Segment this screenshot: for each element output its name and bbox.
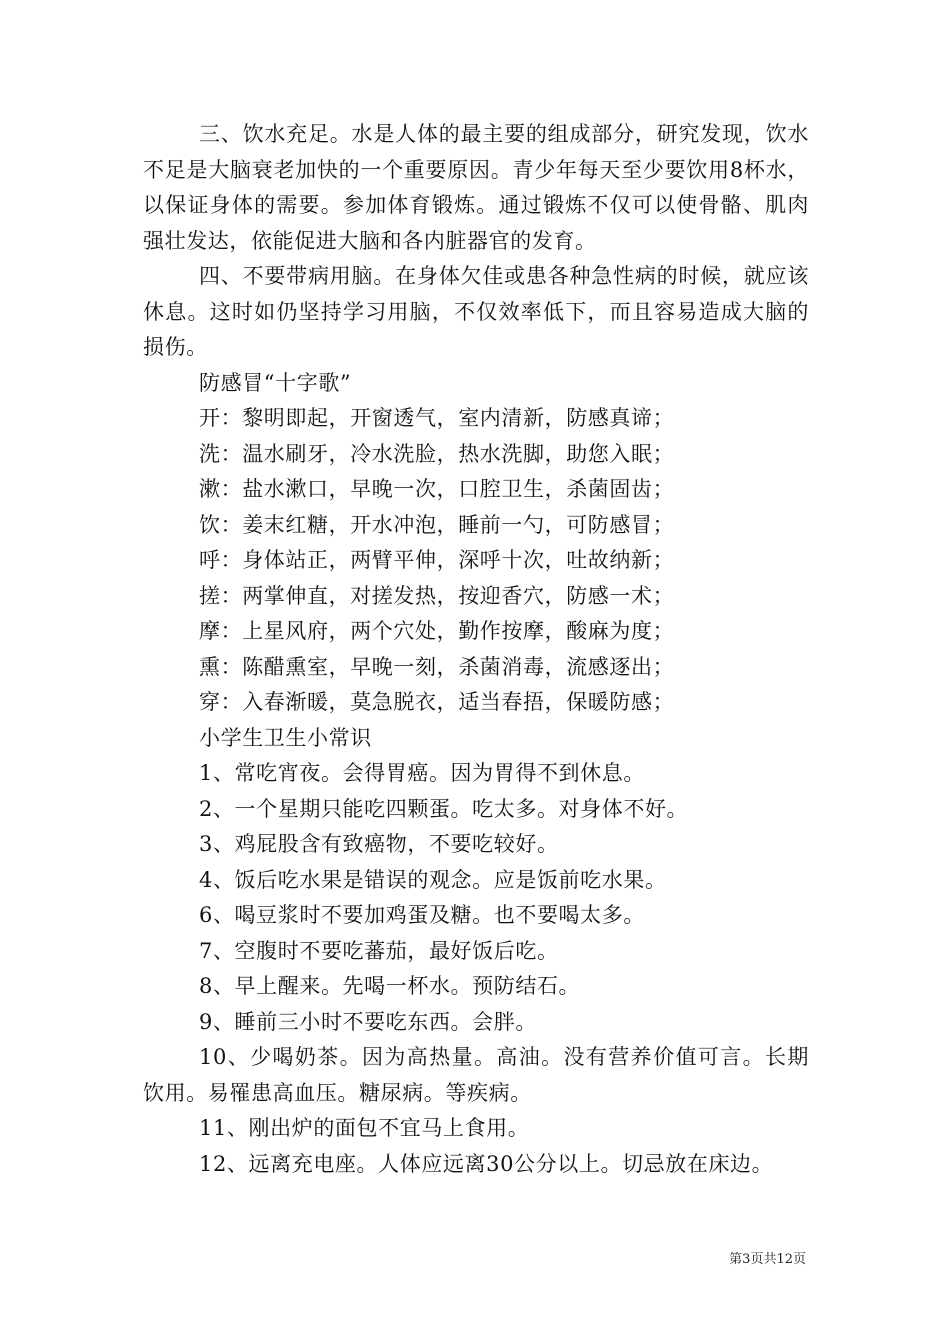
document-body [143,117,809,1182]
list-item: 9、睡前三小时不要吃东西。会胖。 [199,1009,537,1034]
song-line: 呼：身体站正，两臂平伸，深呼十次，吐故纳新； [199,548,675,572]
section-heading-hygiene-tips: 小学生卫生小常识 [199,725,372,750]
song-line: 穿：入春渐暖，莫急脱衣，适当春捂，保暖防感； [199,690,675,714]
song-line: 熏：陈醋熏室，早晚一刻，杀菌消毒，流感逐出； [199,654,675,679]
song-line: 摩：上星风府，两个穴处，勤作按摩，酸麻为度； [199,619,675,643]
list-item: 8、早上醒来。先喝一杯水。预防结石。 [199,974,581,998]
list-item: 4、饭后吃水果是错误的观念。应是饭前吃水果。 [199,867,667,892]
list-item: 7、空腹时不要吃蕃茄，最好饭后吃。 [199,938,559,963]
section-heading-cold-song: 防感冒“十字歌” [199,370,352,395]
page-number: 第3页共12页 [729,1252,806,1267]
list-item: 1、常吃宵夜。会得胃癌。因为胃得不到休息。 [199,761,645,785]
song-line: 搓：两掌伸直，对搓发热，按迎香穴，防感一术； [199,583,675,608]
paragraph-drink-water: 三、饮水充足。水是人体的最主要的组成部分，研究发现，饮水不足是大脑衰老加快的一个重要原因。青少年每天至少要饮用8杯水，以保证身体的需要。参加体育锻炼。通过锻炼不仅可以使骨骼、肌肉强壮发达，依能促进大脑和各内脏器官的发育。 [143,122,809,253]
list-item: 6、喝豆浆时不要加鸡蛋及糖。也不要喝太多。 [199,903,645,927]
list-item: 2、一个星期只能吃四颗蛋。吃太多。对身体不好。 [199,796,689,821]
song-line: 漱：盐水漱口，早晚一次，口腔卫生，杀菌固齿； [199,477,675,501]
song-line: 开：黎明即起，开窗透气，室内清新，防感真谛； [199,406,675,430]
paragraph-no-sick-study: 四、不要带病用脑。在身体欠佳或患各种急性病的时候，就应该休息。这时如仍坚持学习用脑，不仅效率低下，而且容易造成大脑的损伤。 [143,264,809,359]
song-line: 饮：姜末红糖，开水冲泡，睡前一勺，可防感冒； [199,512,675,537]
list-item: 12、远离充电座。人体应远离30公分以上。切忌放在床边。 [199,1151,774,1176]
song-line: 洗：温水刷牙，冷水洗脸，热水洗脚，助您入眠； [199,441,675,466]
list-item: 10、少喝奶茶。因为高热量。高油。没有营养价值可言。长期饮用。易罹患高血压。糖尿病。等疾病。 [143,1045,809,1105]
list-item: 11、刚出炉的面包不宜马上食用。 [199,1116,530,1140]
list-item: 3、鸡屁股含有致癌物，不要吃较好。 [199,832,559,856]
